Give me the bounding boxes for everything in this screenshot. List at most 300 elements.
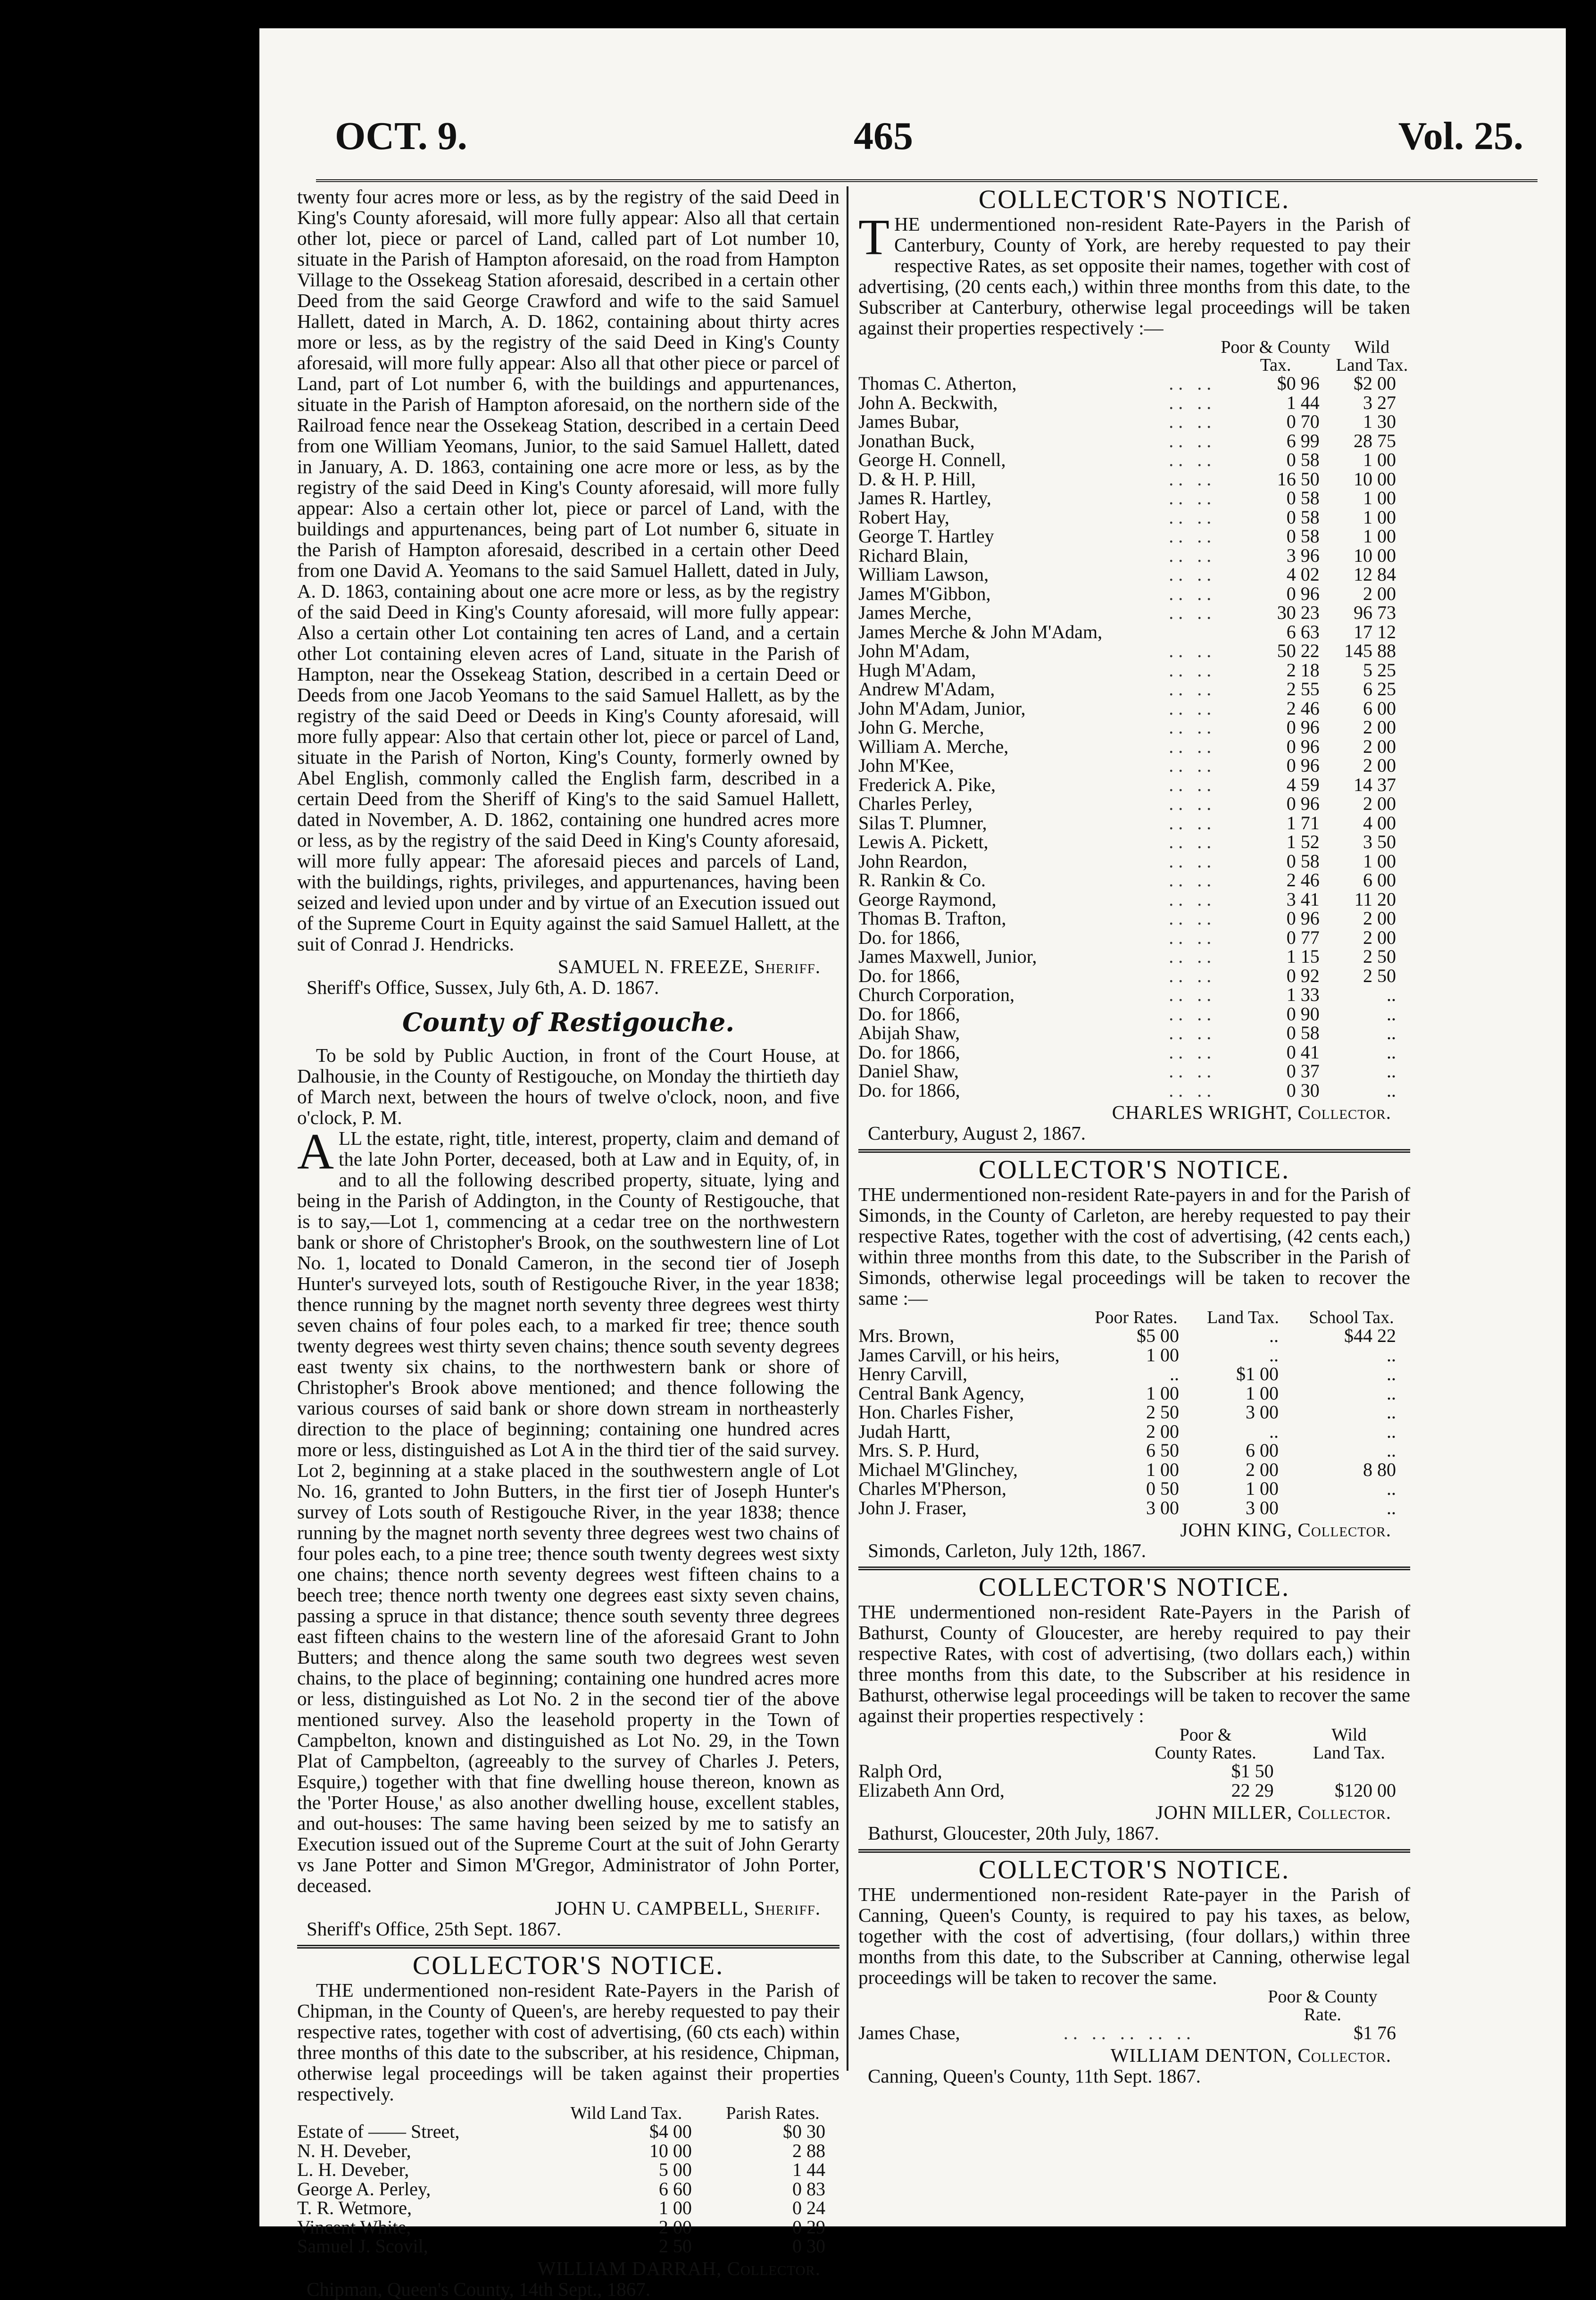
ratepayer-name: George A. Perley, [297, 2178, 431, 2200]
drop-cap-letter: T [858, 209, 889, 266]
chipman-notice-body: THE undermentioned non-resident Rate-Payers in the Parish of Chipman, in the County of Queen's, are hereby requested to pay their respective rates, together with cost of advertising, (60 cts each) within three months of this date to the subscriber, at his residence, Chipman, otherwise legal proceedings will be taken against their properties respectively. [297, 1979, 840, 2105]
amount-cell: .. [1387, 1022, 1396, 1043]
amount-cell: 1 33 [1286, 984, 1320, 1005]
leader-dots: .. .. [1169, 525, 1216, 547]
table-header-row [858, 356, 1410, 374]
canning-collector-signature: WILLIAM DENTON, Collector. [1110, 2044, 1391, 2066]
ratepayer-name: L. H. Deveber, [297, 2159, 409, 2180]
amount-cell: .. [1169, 1363, 1179, 1384]
amount-cell: 3 50 [1363, 831, 1396, 852]
table-row [858, 1762, 1410, 1781]
ratepayer-name: Thomas B. Trafton, [858, 908, 1006, 929]
amount-cell: $44 22 [1344, 1325, 1396, 1346]
ratepayer-name: James Bubar, [858, 411, 959, 432]
column-header: Poor & County [1268, 1987, 1378, 2007]
ratepayer-name: R. Rankin & Co. [858, 869, 986, 891]
table-row [858, 412, 1410, 432]
ratepayer-name: Charles Perley, [858, 793, 973, 814]
ratepayer-name: Jonathan Buck, [858, 430, 975, 451]
canterbury-date: Canterbury, August 2, 1867. [868, 1122, 1086, 1144]
leader-dots: .. .. [1169, 774, 1216, 795]
amount-cell: 11 20 [1354, 888, 1396, 910]
ratepayer-name: Robert Hay, [858, 506, 949, 528]
ratepayer-name: T. R. Wetmore, [297, 2197, 412, 2218]
simonds-rates-table [858, 1308, 1410, 1517]
amount-cell: 3 96 [1286, 544, 1320, 566]
table-row [297, 2218, 840, 2237]
amount-cell: 10 00 [1354, 544, 1396, 566]
amount-cell: $120 00 [1335, 1779, 1396, 1801]
table-row [858, 584, 1410, 604]
leader-dots: .. .. [1169, 392, 1216, 413]
amount-cell: .. [1269, 1325, 1279, 1346]
leader-dots: .. .. [1169, 926, 1216, 948]
ratepayer-name: Ralph Ord, [858, 1760, 942, 1782]
amount-cell: 1 71 [1286, 812, 1320, 833]
table-row [858, 546, 1410, 566]
table-row [858, 1384, 1410, 1403]
table-row [858, 1005, 1410, 1024]
ratepayer-name: James Carvill, or his heirs, [858, 1344, 1060, 1366]
leader-dots: .. .. [1169, 831, 1216, 852]
ratepayer-name: Do. for 1866, [858, 926, 960, 948]
ratepayer-name: Central Bank Agency, [858, 1382, 1024, 1404]
amount-cell: 4 00 [1363, 812, 1396, 833]
page-number: 465 [854, 114, 913, 158]
section-rule [858, 1567, 1410, 1570]
leader-dots: .. .. [1169, 1079, 1216, 1101]
leader-dots: .. .. [1169, 1022, 1216, 1043]
amount-cell: 1 00 [1246, 1382, 1279, 1404]
right-column [858, 186, 1410, 2086]
ratepayer-name: Do. for 1866, [858, 1079, 960, 1101]
amount-cell [1288, 1762, 1410, 1781]
leader-dots: .. .. [1169, 506, 1216, 528]
amount-cell: 0 83 [792, 2178, 825, 2200]
amount-cell: 0 96 [1286, 793, 1320, 814]
amount-cell: .. [1387, 1401, 1396, 1423]
amount-cell: $0 96 [1277, 373, 1320, 394]
table-row [858, 909, 1410, 928]
leader-dots: .. .. [1169, 449, 1216, 470]
amount-cell: $1 50 [1231, 1760, 1274, 1782]
amount-cell: 2 00 [1363, 583, 1396, 604]
table-row [858, 661, 1410, 680]
amount-cell: 22 29 [1231, 1779, 1274, 1801]
leader-dots: .. .. [1169, 888, 1216, 910]
table-row [297, 2122, 840, 2142]
bathurst-notice-body: THE undermentioned non-resident Rate-Payers in the Parish of Bathurst, County of Gloucester, are hereby required to pay their respective Rates, with cost of advertising, (two dollars each,) within three months from this date, to the Subscriber at his residence in Bathurst, otherwise legal proceedings will be taken to recover the same against their properties respectively : [858, 1601, 1410, 1726]
amount-cell: 28 75 [1354, 430, 1396, 451]
amount-cell: 145 88 [1344, 640, 1396, 661]
ratepayer-name: Andrew M'Adam, [858, 678, 995, 700]
newspaper-page [259, 28, 1566, 2300]
table-row [858, 1422, 1410, 1442]
leader-dots: .. .. [1169, 411, 1216, 432]
table-header-row [858, 1726, 1410, 1744]
amount-cell: 2 00 [1363, 755, 1396, 776]
simonds-notice-body: THE undermentioned non-resident Rate-payers in and for the Parish of Simonds, in the County of Carleton, are hereby requested to pay their respective Rates, together with the cost of advertising, (42 cents each,) within three months from this date, to the Subscriber in the Parish of Simonds, otherwise legal proceedings will be taken to recover the same :— [858, 1183, 1410, 1309]
leader-dots: .. .. [1169, 373, 1216, 394]
ratepayer-name: John A. Beckwith, [858, 392, 998, 413]
amount-cell: 0 96 [1286, 908, 1320, 929]
amount-cell: 0 96 [1286, 735, 1320, 757]
amount-cell: 3 00 [1246, 1497, 1279, 1518]
table-row [858, 1326, 1410, 1346]
amount-cell: 4 59 [1286, 774, 1320, 795]
amount-cell: 10 00 [649, 2140, 692, 2161]
table-row [858, 432, 1410, 451]
amount-cell: 0 30 [1286, 1079, 1320, 1101]
column-header: Poor & [1179, 1725, 1232, 1745]
leader-dots: .. .. [1169, 564, 1216, 585]
amount-cell: .. [1269, 1344, 1279, 1366]
section-rule [858, 1149, 1410, 1153]
leader-dots: .. .. [1169, 640, 1216, 661]
table-row [858, 623, 1410, 642]
ratepayer-name: Do. for 1866, [858, 965, 960, 986]
canning-notice-body: THE undermentioned non-resident Rate-payer in the Parish of Canning, Queen's County, is required to pay his taxes, as below, together with the cost of advertising, (four dollars,) within three months from this date, to the Subscriber at Canning, otherwise legal proceedings will be taken to recover the same. [858, 1883, 1410, 1988]
leader-dots: .. .. [1169, 908, 1216, 929]
amount-cell: 2 50 [1363, 965, 1396, 986]
table-row [858, 699, 1410, 718]
amount-cell: 6 00 [1363, 869, 1396, 891]
table-row [858, 470, 1410, 489]
column-divider [847, 186, 848, 2071]
amount-cell: 3 00 [1246, 1401, 1279, 1423]
table-row [858, 1062, 1410, 1081]
amount-cell: 2 50 [1363, 946, 1396, 967]
ratepayer-name: William Lawson, [858, 564, 989, 585]
leader-dots: .. .. [1169, 697, 1216, 719]
ratepayer-name: John J. Fraser, [858, 1497, 967, 1518]
amount-cell: 1 52 [1286, 831, 1320, 852]
table-row [297, 2142, 840, 2161]
ratepayer-name: George T. Hartley [858, 525, 994, 547]
amount-cell: 4 02 [1286, 564, 1320, 585]
bathurst-date: Bathurst, Gloucester, 20th July, 1867. [868, 1822, 1159, 1844]
leader-dots: .. .. [1169, 793, 1216, 814]
bathurst-rows [858, 1762, 1410, 1800]
ratepayer-name: Richard Blain, [858, 544, 969, 566]
leader-dots: .. .. [1169, 678, 1216, 700]
leader-dots: .. .. [1169, 583, 1216, 604]
ratepayer-name: John Reardon, [858, 850, 968, 872]
table-row [858, 642, 1410, 661]
table-row [858, 1043, 1410, 1062]
ratepayer-name: Church Corporation, [858, 984, 1015, 1005]
amount-cell: 0 29 [792, 2216, 825, 2238]
table-row [297, 2199, 840, 2218]
amount-cell: 1 00 [1363, 506, 1396, 528]
amount-cell: 0 77 [1286, 926, 1320, 948]
amount-cell: $5 00 [1136, 1325, 1179, 1346]
amount-cell: 14 37 [1354, 774, 1396, 795]
amount-cell: 0 90 [1286, 1003, 1320, 1025]
ratepayer-name: Hugh M'Adam, [858, 659, 976, 681]
table-row [858, 393, 1410, 413]
amount-cell: .. [1387, 1420, 1396, 1442]
amount-cell: 50 22 [1277, 640, 1320, 661]
simonds-collector-signature: JOHN KING, Collector. [1180, 1519, 1391, 1541]
amount-cell: 3 00 [1146, 1497, 1179, 1518]
canning-rows [858, 2024, 1410, 2043]
table-row [858, 1781, 1410, 1800]
simonds-notice-title: COLLECTOR'S NOTICE. [978, 1155, 1290, 1184]
table-row [858, 871, 1410, 890]
amount-cell: 2 00 [1363, 735, 1396, 757]
amount-cell: 1 00 [1363, 850, 1396, 872]
amount-cell: 1 00 [1363, 449, 1396, 470]
ratepayer-name: Mrs. S. P. Hurd, [858, 1440, 980, 1461]
table-row [858, 985, 1410, 1005]
amount-cell: 6 00 [1246, 1440, 1279, 1461]
amount-cell: 1 00 [1146, 1458, 1179, 1480]
amount-cell: 5 00 [658, 2159, 692, 2180]
amount-cell: 0 58 [1286, 449, 1320, 470]
ratepayer-name: John M'Adam, [858, 640, 970, 661]
table-row [858, 794, 1410, 814]
table-row [858, 890, 1410, 909]
chipman-collector-signature: WILLIAM DARRAH, Collector. [537, 2257, 821, 2279]
amount-cell: .. [1387, 1041, 1396, 1063]
bathurst-notice-title: COLLECTOR'S NOTICE. [978, 1573, 1290, 1602]
header-rule [316, 179, 1538, 182]
amount-cell: 16 50 [1277, 468, 1320, 490]
amount-cell: 6 25 [1363, 678, 1396, 700]
ratepayer-name: James R. Hartley, [858, 487, 991, 508]
table-row [858, 1365, 1410, 1384]
amount-cell: 3 41 [1286, 888, 1320, 910]
amount-cell: .. [1387, 1079, 1396, 1101]
amount-cell: 1 30 [1363, 411, 1396, 432]
hampton-deed-paragraph: twenty four acres more or less, as by the registry of the said Deed in King's County aforesaid, will more fully appear: Also all that certain other lot, piece or parcel of Land, called part of Lot number 10, situate in the Parish of Hampton aforesaid, on the road from Hampton Village to the Ossekeag Station aforesaid, described in a certain other Deed from the said George Crawford and wife to the said Samuel Hallett, dated in March, A. D. 1862, containing about thirty acres more or less, as by the registry of the said Deed in King's County aforesaid, will more fully appear: Also all that other piece or parcel of Land, part of Lot number 6, with the buildings and appurtenances, situate in the Parish of Hampton aforesaid, on the northern side of the Railroad fence near the Ossekeag Station, described in a certain Deed from one William Yeomans, Junior, to the said Samuel Hallett, dated in January, A. D. 1863, containing one acre more or less, as by the registry of the said Deed in King's County aforesaid, will more fully appear: Also a certain other lot, piece or parcel of Land, with the buildings and appurtenances, being part of Lot number 6, situate in the Parish of Hampton aforesaid, described in a certain other Deed from one David A. Yeomans to the said Samuel Hallett, dated in July, A. D. 1863, containing about one acre more or less, as by the registry of the said Deed in King's County aforesaid, will more fully appear: Also a certain other Lot containing ten acres of Land, and a certain other Lot containing eleven acres of Land, situate in the Parish of Hampton, near the Ossekeag Station, described in a certain Deed or Deeds from one Jacob Yeomans to the said Samuel Hallett, as by the registry of the said Deed or Deeds in King's County aforesaid, will more fully appear: Also that certain other lot, piece or parcel of Land, situate in the Parish of Norton, King's County, formerly owned by Abel English, commonly called the English farm, described in a certain Deed from the Sheriff of King's to the said Samuel Hallett, dated in November, A. D. 1862, containing one hundred acres more or less, as by the registry of the said Deed in King's County aforesaid, will more fully appear: The aforesaid pieces and parcels of Land, with the buildings, rights, privileges, and appurtenances, having been seized and levied upon under and by virtue of an Execution issued out of the Supreme Court in Equity against the said Samuel Hallett, at the suit of Conrad J. Hendricks. [297, 186, 840, 955]
amount-cell: .. [1387, 1497, 1396, 1518]
canning-rates-table [858, 1988, 1410, 2043]
leader-dots: .. .. [1169, 755, 1216, 776]
table-row [858, 1460, 1410, 1480]
canterbury-notice-paragraph [858, 209, 1410, 339]
table-row [858, 1403, 1410, 1422]
table-row [858, 603, 1410, 623]
chipman-date: Chipman, Queen's County, 14th Sept., 1867. [307, 2278, 651, 2300]
amount-cell: $1 76 [1354, 2022, 1396, 2043]
amount-cell: 12 84 [1354, 564, 1396, 585]
ratepayer-name: D. & H. P. Hill, [858, 468, 976, 490]
column-header: Land Tax. [1207, 1308, 1279, 1327]
left-column [297, 186, 840, 2300]
amount-cell: 0 58 [1286, 506, 1320, 528]
amount-cell: 2 18 [1286, 659, 1320, 681]
ratepayer-name: James Chase, [858, 2022, 960, 2043]
leader-dots: .. .. [1169, 946, 1216, 967]
amount-cell: 6 50 [1146, 1440, 1179, 1461]
amount-cell: 2 50 [1146, 1401, 1179, 1423]
amount-cell: 6 63 [1286, 621, 1320, 642]
table-row [858, 1479, 1410, 1499]
amount-cell: 2 00 [1146, 1420, 1179, 1442]
table-row [858, 527, 1410, 546]
ratepayer-name: Mrs. Brown, [858, 1325, 955, 1346]
leader-dots: .. .. [1169, 1003, 1216, 1025]
table-row [858, 508, 1410, 527]
table-row [858, 1346, 1410, 1365]
volume-number: Vol. 25. [1398, 114, 1523, 158]
table-row [858, 450, 1410, 470]
leader-dots: .. .. [1169, 1060, 1216, 1082]
amount-cell: 0 92 [1286, 965, 1320, 986]
amount-cell: 6 00 [1363, 697, 1396, 719]
ratepayer-name: William A. Merche, [858, 735, 1009, 757]
table-header-row [858, 1308, 1410, 1326]
bathurst-collector-signature: JOHN MILLER, Collector. [1155, 1801, 1391, 1823]
table-row [858, 737, 1410, 757]
amount-cell: 1 00 [1146, 1344, 1179, 1366]
column-header: County Rates. [1155, 1743, 1256, 1763]
table-header-row [297, 2104, 840, 2122]
leader-dots: .. .. [1169, 487, 1216, 508]
table-row [858, 947, 1410, 967]
table-row [858, 565, 1410, 584]
table-header-row [858, 338, 1410, 356]
ratepayer-name: Vincent White, [297, 2216, 411, 2238]
porter-estate-paragraph [297, 1124, 840, 1896]
chipman-rates-table [297, 2104, 840, 2256]
ratepayer-name: Thomas C. Atherton, [858, 373, 1017, 394]
sheriff-office-date-2: Sheriff's Office, 25th Sept. 1867. [307, 1918, 561, 1940]
amount-cell: 0 96 [1286, 583, 1320, 604]
table-row [858, 852, 1410, 871]
column-header: Land Tax. [1313, 1743, 1385, 1763]
column-header: Wild Land Tax. [570, 2103, 682, 2123]
drop-cap-letter: A [297, 1124, 334, 1180]
amount-cell: 2 88 [792, 2140, 825, 2161]
chipman-notice-title: COLLECTOR'S NOTICE. [412, 1951, 724, 1980]
ratepayer-name: Estate of —— Street, [297, 2121, 460, 2142]
amount-cell: .. [1387, 1382, 1396, 1404]
ratepayer-name: Lewis A. Pickett, [858, 831, 989, 852]
amount-cell: 2 55 [1286, 678, 1320, 700]
amount-cell: 0 70 [1286, 411, 1320, 432]
amount-cell: .. [1387, 1060, 1396, 1082]
amount-cell: 8 80 [1363, 1458, 1396, 1480]
sheriff-office-date: Sheriff's Office, Sussex, July 6th, A. D. 1867. [307, 976, 659, 998]
table-row [858, 928, 1410, 948]
ratepayer-name: Samuel J. Scovil, [297, 2235, 428, 2257]
amount-cell: 0 58 [1286, 525, 1320, 547]
ratepayer-name: Abijah Shaw, [858, 1022, 960, 1043]
amount-cell: 0 37 [1286, 1060, 1320, 1082]
chipman-rows [297, 2122, 840, 2256]
amount-cell: 2 50 [658, 2235, 692, 2257]
amount-cell: 1 00 [1146, 1382, 1179, 1404]
column-header: Wild [1331, 1725, 1367, 1745]
ratepayer-name: Judah Hartt, [858, 1420, 951, 1442]
amount-cell: 3 27 [1363, 392, 1396, 413]
column-header: Land Tax. [1336, 355, 1408, 375]
canning-notice-title: COLLECTOR'S NOTICE. [978, 1855, 1290, 1884]
amount-cell: .. [1387, 1440, 1396, 1461]
table-header-row [858, 1744, 1410, 1762]
ratepayer-name: John M'Kee, [858, 755, 954, 776]
amount-cell: $2 00 [1354, 373, 1396, 394]
amount-cell: .. [1387, 1478, 1396, 1499]
ratepayer-name: Michael M'Glinchey, [858, 1458, 1018, 1480]
ratepayer-name: George Raymond, [858, 888, 997, 910]
leader-dots: .. .. [1169, 1041, 1216, 1063]
amount-cell: 2 46 [1286, 869, 1320, 891]
column-header: School Tax. [1309, 1308, 1394, 1327]
amount-cell: 1 00 [1363, 487, 1396, 508]
leader-dots: .. .. .. .. .. [1063, 2022, 1196, 2043]
ratepayer-name: James Merche & John M'Adam, [858, 621, 1103, 642]
amount-cell: 2 00 [1363, 908, 1396, 929]
leader-dots: .. .. [1169, 468, 1216, 490]
column-header: Tax. [1260, 355, 1291, 375]
canterbury-collector-signature: CHARLES WRIGHT, Collector. [1112, 1101, 1391, 1123]
ratepayer-name: John M'Adam, Junior, [858, 697, 1026, 719]
canning-date: Canning, Queen's County, 11th Sept. 1867. [868, 2065, 1201, 2087]
leader-dots [1167, 623, 1217, 642]
leader-dots: .. .. [1169, 965, 1216, 986]
canterbury-rows [858, 374, 1410, 1100]
amount-cell: 1 44 [1286, 392, 1320, 413]
table-header-row [858, 2006, 1410, 2024]
table-row [858, 814, 1410, 833]
table-row [858, 775, 1410, 795]
leader-dots: .. .. [1169, 430, 1216, 451]
amount-cell: 6 60 [658, 2178, 692, 2200]
porter-estate-text: LL the estate, right, title, interest, property, claim and demand of the late John Porter, deceased, both at Law and in Equity, of, in and to all the following described property, situate, lying and being in the Parish of Addington, in the County of Restigouche, that is to say,—Lot 1, commencing at a cedar tree on the northwestern bank or shore of Christopher's Brook, on the southwestern line of Lot No. 1, located to Donald Cameron, in the second tier of Joseph Hunter's surveyed lots, south of Restigouche River, in the year 1838; thence running by the magnet north seventy three degrees west thirty seven chains of four poles each, to a marked fir tree; thence south twenty degrees west thirty seven chains; thence south seventy degrees east twenty six chains, to the northwestern bank or shore of Christopher's Brook above mentioned; and thence following the various courses of said bank or shore down stream in northeasterly direction to the place of beginning; containing one hundred acres more or less, distinguished as Lot A in the third tier of the said survey. Lot 2, beginning at a stake placed in the southwestern angle of Lot No. 16, granted to John Butters, in the first tier of Joseph Hunter's survey of Lots south of Restigouche River, in the year 1838; thence running by the magnet north seventy three degrees west two chains of four poles each, to a pine tree; thence south twenty degrees west sixty one chains; thence north seventy degrees west fifteen chains to a beech tree; thence north twenty one degrees east sixty seven chains, passing a spruce in that distance; thence south seventy three degrees east fifteen chains to the western line of the aforesaid Grant to John Butters; and thence along the same south two degrees west seven chains, to the place of beginning; containing one hundred acres more or less, distinguished as Lot No. 2 in the second tier of the above mentioned survey. Also the leasehold property in the Town of Campbelton, known and distinguished as Lot No. 29, in the Town Plat of Campbelton, (agreeably to the survey of Charles J. Peters, Esquire,) together with that fine dwelling house thereon, known as the 'Porter House,' as also another dwelling house, excellent stables, and out-houses: The same having been seized by me to satisfy an Execution issued out of the Supreme Court at the suit of John Gerarty vs Jane Potter and Simon M'Gregor, Administrator of John Porter, deceased. [297, 1127, 840, 1896]
amount-cell: $4 00 [649, 2121, 692, 2142]
page-header [259, 104, 1566, 170]
amount-cell: 2 00 [1246, 1458, 1279, 1480]
table-row [858, 1499, 1410, 1518]
leader-dots: .. .. [1169, 659, 1216, 681]
canterbury-rates-table [858, 338, 1410, 1100]
amount-cell: 0 41 [1286, 1041, 1320, 1063]
bathurst-rates-table [858, 1726, 1410, 1800]
auction-intro: To be sold by Public Auction, in front of the Court House, at Dalhousie, in the County of Restigouche, on Monday the thirtieth day of March next, between the hours of twelve o'clock, noon, and five o'clock, P. M. [297, 1044, 840, 1128]
amount-cell: .. [1387, 1363, 1396, 1384]
ratepayer-name: Daniel Shaw, [858, 1060, 959, 1082]
ratepayer-name: George H. Connell, [858, 449, 1006, 470]
leader-dots: .. .. [1169, 735, 1216, 757]
amount-cell: .. [1387, 1003, 1396, 1025]
column-header: Parish Rates. [726, 2103, 820, 2123]
ratepayer-name: Charles M'Pherson, [858, 1478, 1006, 1499]
leader-dots: .. .. [1169, 602, 1216, 623]
table-row [858, 374, 1410, 393]
amount-cell: 1 00 [1246, 1478, 1279, 1499]
amount-cell: 2 46 [1286, 697, 1320, 719]
table-row [858, 1024, 1410, 1043]
amount-cell: 0 58 [1286, 1022, 1320, 1043]
column-header: Rate. [1304, 2005, 1341, 2025]
ratepayer-name: James M'Gibbon, [858, 583, 991, 604]
table-row [858, 756, 1410, 775]
sheriff-signature: SAMUEL N. FREEZE, Sheriff. [557, 956, 821, 977]
column-header: Poor & County [1221, 337, 1330, 357]
ratepayer-name: Do. for 1866, [858, 1041, 960, 1063]
table-header-row [858, 1988, 1410, 2006]
amount-cell: 0 58 [1286, 487, 1320, 508]
issue-date: OCT. 9. [335, 114, 467, 158]
table-row [858, 1441, 1410, 1460]
table-row [858, 967, 1410, 986]
ratepayer-name: John G. Merche, [858, 717, 984, 738]
simonds-rows [858, 1326, 1410, 1517]
